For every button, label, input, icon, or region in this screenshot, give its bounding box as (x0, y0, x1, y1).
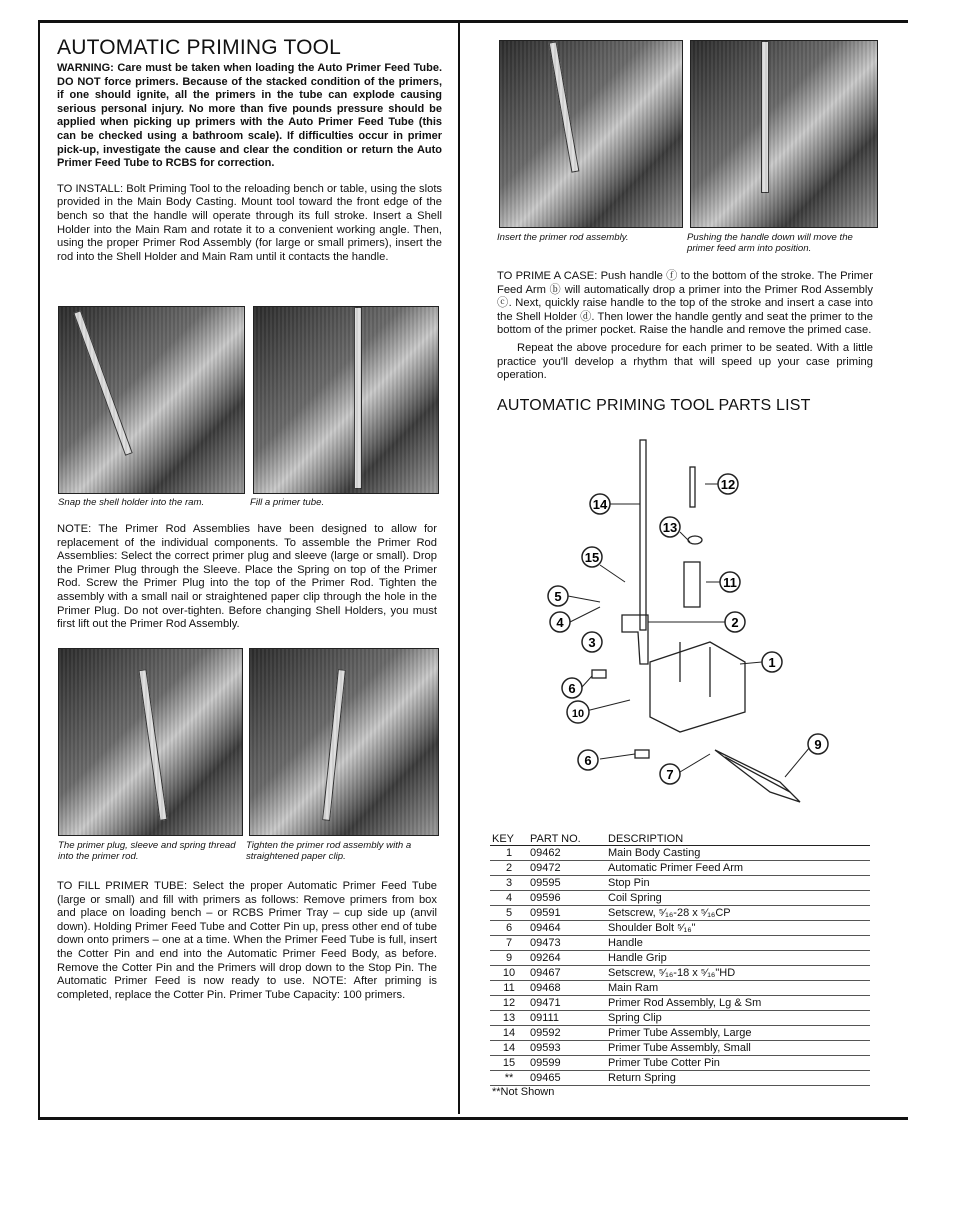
caption-fill-tube: Fill a primer tube. (250, 497, 325, 508)
cell-part: 09592 (528, 1026, 606, 1041)
table-row (490, 951, 870, 966)
svg-text:7: 7 (666, 767, 674, 782)
page-title: AUTOMATIC PRIMING TOOL (57, 36, 342, 59)
svg-text:2: 2 (731, 615, 739, 630)
left-column (57, 32, 442, 264)
cell-desc: Shoulder Bolt ⁵⁄₁₆" (606, 921, 870, 936)
cell-part: 09264 (528, 951, 606, 966)
prime-label: TO PRIME A CASE: (497, 270, 598, 282)
table-row (490, 966, 870, 981)
callout-4 (550, 612, 570, 632)
svg-text:6: 6 (568, 681, 576, 696)
fill-label: TO FILL PRIMER TUBE: (57, 880, 188, 892)
caption-push-handle: Pushing the handle down will move the primer feed arm into position. (687, 232, 853, 254)
cell-part: 09111 (528, 1011, 606, 1026)
shoulder-bolt-shape (592, 670, 606, 678)
cell-desc: Main Body Casting (606, 846, 870, 861)
table-row (490, 1056, 870, 1071)
callout-9 (808, 734, 828, 754)
main-body-shape (650, 642, 745, 732)
photo-push-handle (690, 40, 878, 228)
callout-13 (660, 517, 680, 537)
cell-part: 09595 (528, 876, 606, 891)
caption-primer-plug: The primer plug, sleeve and spring thread into the primer rod. (58, 840, 236, 862)
cell-part: 09473 (528, 936, 606, 951)
prime-text: Push handle ⓕ to the bottom of the stroke. The Primer Feed Arm ⓑ will automatically drop a primer into the Primer Rod Assembly ⓒ. Next, quickly raise handle to the top of the stroke and insert a case into the Shell Holder ⓓ. Then lower the handle gently and seat the primer to the bottom of the primer pocket. Raise the handle and remove the primed case. (497, 270, 874, 337)
cell-part: 09596 (528, 891, 606, 906)
fill-text: Select the proper Automatic Primer Feed Tube (large or small) and fill with primers as follows: Remove primers from box and place on loading bench – or RCBS Primer Tray – cup side up (anvil down). Holding Primer Feed Tube and Cotter Pin up, press other end of tube down onto primers – one at a time. When the Primer Feed Tube is full, insert the Cotter Pin and end into the Automatic Primer Feed Body, as before. Remove the Cotter Pin and the Primers will drop down to the Stop Pin. The Automatic Primer Feed is now ready to use. NOTE: After priming is completed, replace the Cotter Pin. Primer Tube Capacity: 100 primers. (57, 880, 437, 1001)
callout-10 (567, 701, 589, 723)
callout-15 (582, 547, 602, 567)
cell-desc: Primer Tube Assembly, Large (606, 1026, 870, 1041)
cell-key: 14 (490, 1026, 528, 1041)
parts-table (490, 832, 870, 1086)
callout-14 (590, 494, 610, 514)
cell-part: 09599 (528, 1056, 606, 1071)
table-row (490, 906, 870, 921)
cell-part: 09468 (528, 981, 606, 996)
table-row (490, 846, 870, 861)
parts-list-title: AUTOMATIC PRIMING TOOL PARTS LIST (497, 396, 811, 414)
svg-text:15: 15 (584, 550, 600, 565)
prime-paragraph (497, 270, 873, 338)
svg-text:13: 13 (662, 520, 678, 535)
cell-key: 13 (490, 1011, 528, 1026)
cell-key: 9 (490, 951, 528, 966)
cell-desc: Primer Tube Cotter Pin (606, 1056, 870, 1071)
callout-6b (578, 750, 598, 770)
cell-key: 2 (490, 861, 528, 876)
cell-key: 11 (490, 981, 528, 996)
cell-part: 09467 (528, 966, 606, 981)
cell-key: 10 (490, 966, 528, 981)
cell-part: 09464 (528, 921, 606, 936)
cell-key: 1 (490, 846, 528, 861)
photo-tighten-rod (249, 648, 439, 836)
note-block (57, 523, 437, 632)
cell-desc: Return Spring (606, 1071, 870, 1086)
cell-key: 4 (490, 891, 528, 906)
table-header-row (490, 832, 870, 846)
table-row (490, 891, 870, 906)
note-text: The Primer Rod Assemblies have been designed to allow for replacement of the individual components. To assemble the Primer Rod Assemblies: Select the correct primer plug and sleeve (large or small). Drop the Primer Plug through the Sleeve. Place the Spring on top of the Primer Rod. Screw the Primer Plug into the top of the Primer Rod. Tighten the assembly with a small nail or straightened paper clip through the hole in the Primer Plug. Do not over-tighten. Before changing Shell Holders, you must first lift out the Primer Rod Assembly. (57, 523, 437, 631)
table-row (490, 996, 870, 1011)
caption-shell-holder: Snap the shell holder into the ram. (58, 497, 205, 508)
cell-key: 5 (490, 906, 528, 921)
exploded-diagram (530, 432, 830, 822)
cell-desc: Handle (606, 936, 870, 951)
cell-key: 14 (490, 1041, 528, 1056)
warning-paragraph: WARNING: Care must be taken when loading the Auto Primer Feed Tube. DO NOT force primers. Because of the stacked condition of the primers, if one should ignite, all the primers in the tube can explode causing serious personal injury. No more than five pounds pressure should be applied when picking up primers with the Auto Primer Feed Tube (this can be checked using a bathroom scale). If difficulties occur in primer pick-up, investigate the cause and clear the condition or return the Auto Primer Feed Tube to RCBS for correction. (57, 62, 442, 170)
callout-7 (660, 764, 680, 784)
install-label: TO INSTALL: (57, 182, 124, 195)
cell-desc: Main Ram (606, 981, 870, 996)
cell-desc: Handle Grip (606, 951, 870, 966)
header-key: KEY (490, 832, 528, 846)
cell-key: 12 (490, 996, 528, 1011)
callout-6a (562, 678, 582, 698)
feed-arm-shape (622, 615, 648, 664)
prime-block (497, 270, 873, 415)
svg-text:4: 4 (556, 615, 564, 630)
table-row (490, 981, 870, 996)
table-row (490, 936, 870, 951)
cell-desc: Spring Clip (606, 1011, 870, 1026)
fill-paragraph (57, 880, 437, 1002)
cell-part: 09591 (528, 906, 606, 921)
cell-desc: Primer Tube Assembly, Small (606, 1041, 870, 1056)
svg-text:3: 3 (588, 635, 596, 650)
callout-12 (718, 474, 738, 494)
cell-part: 09462 (528, 846, 606, 861)
primer-rod-shape (690, 467, 695, 507)
svg-text:6: 6 (584, 753, 592, 768)
install-text: Bolt Priming Tool to the reloading bench or table, using the slots provided in the Main Body Casting. Mount tool toward the front edge of the bench so that the handle will operate through its full stroke. Insert a Shell Holder into the Main Ram and rotate it to a convenient working angle. Then, using the proper Primer Rod Assembly (for large or small primers), insert the rod into the Shell Holder and Main Ram until it contacts the handle. (57, 182, 443, 263)
spring-clip-shape (688, 536, 702, 544)
callout-1 (762, 652, 782, 672)
table-row (490, 1026, 870, 1041)
table-row (490, 861, 870, 876)
cell-part: 09471 (528, 996, 606, 1011)
primer-tube-shape (640, 440, 646, 630)
svg-text:1: 1 (768, 655, 776, 670)
header-part: PART NO. (528, 832, 606, 846)
cell-desc: Setscrew, ⁵⁄₁₆-18 x ⁵⁄₁₆"HD (606, 966, 870, 981)
cell-key: ** (490, 1071, 528, 1086)
callout-3 (582, 632, 602, 652)
cell-desc: Automatic Primer Feed Arm (606, 861, 870, 876)
svg-text:5: 5 (554, 589, 562, 604)
note-paragraph (57, 523, 437, 632)
cell-part: 09472 (528, 861, 606, 876)
photo-fill-tube (253, 306, 439, 494)
caption-tighten-rod: Tighten the primer rod assembly with a straightened paper clip. (246, 840, 412, 862)
table-footnote: **Not Shown (492, 1086, 555, 1098)
cell-desc: Coil Spring (606, 891, 870, 906)
header-desc: DESCRIPTION (606, 832, 870, 846)
photo-shell-holder (58, 306, 245, 494)
svg-text:10: 10 (571, 708, 585, 720)
note-label: NOTE: (57, 523, 92, 535)
cell-desc: Setscrew, ⁵⁄₁₆-28 x ⁵⁄₁₆CP (606, 906, 870, 921)
cell-key: 6 (490, 921, 528, 936)
install-paragraph (57, 183, 442, 265)
table-row (490, 1011, 870, 1026)
callout-11 (720, 572, 740, 592)
shoulder-bolt-shape-2 (635, 750, 649, 758)
cell-desc: Primer Rod Assembly, Lg & Sm (606, 996, 870, 1011)
table-row (490, 876, 870, 891)
cell-part: 09593 (528, 1041, 606, 1056)
svg-text:11: 11 (723, 575, 737, 590)
column-divider (458, 22, 460, 1114)
repeat-paragraph: Repeat the above procedure for each primer to be seated. With a little practice you'll develop a rhythm that will speed up your case priming operation. (497, 341, 873, 382)
fill-block (57, 880, 437, 1002)
table-row (490, 1041, 870, 1056)
table-row (490, 1071, 870, 1086)
svg-text:14: 14 (592, 497, 608, 512)
cell-key: 7 (490, 936, 528, 951)
table-row (490, 921, 870, 936)
photo-primer-plug (58, 648, 243, 836)
cell-desc: Stop Pin (606, 876, 870, 891)
svg-text:12: 12 (720, 477, 736, 492)
callout-5 (548, 586, 568, 606)
cell-part: 09465 (528, 1071, 606, 1086)
caption-insert-rod: Insert the primer rod assembly. (497, 232, 629, 243)
main-ram-shape (684, 562, 700, 607)
callout-2 (725, 612, 745, 632)
cell-key: 3 (490, 876, 528, 891)
photo-insert-rod (499, 40, 683, 228)
svg-text:9: 9 (814, 737, 822, 752)
cell-key: 15 (490, 1056, 528, 1071)
